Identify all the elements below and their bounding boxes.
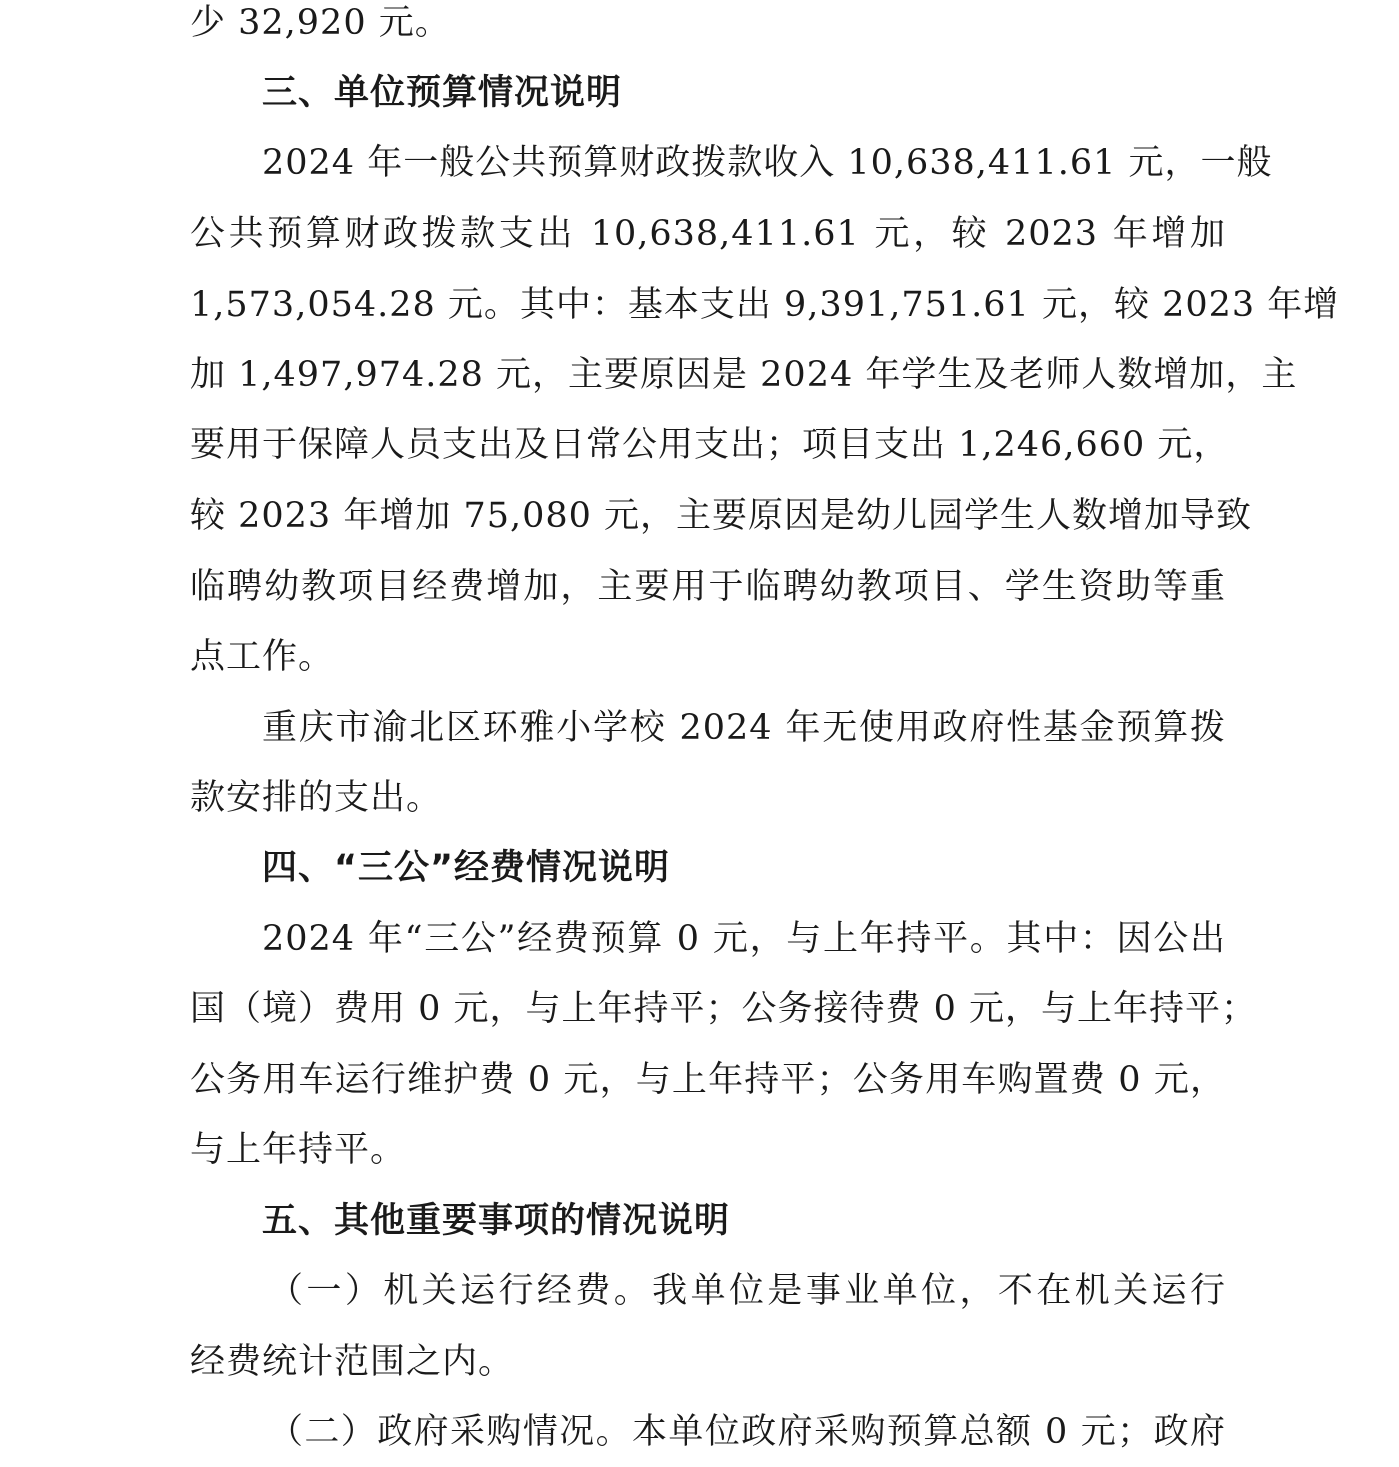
section4-para1-line3: 公务用车运行维护费 0 元，与上年持平；公务用车购置费 0 元， [190, 1060, 1226, 1100]
section3-para1-line2: 公共预算财政拨款支出 10,638,411.61 元，较 2023 年增加 [190, 214, 1226, 254]
section3-para2-line2: 款安排的支出。 [190, 778, 443, 818]
section3-para1-line3: 1,573,054.28 元。其中：基本支出 9,391,751.61 元，较 2023 年增 [190, 285, 1340, 325]
section3-para1-line8: 点工作。 [190, 637, 335, 677]
section4-para1-line4: 与上年持平。 [190, 1130, 407, 1170]
top-fragment-line: 少 32,920 元。 [190, 3, 451, 43]
section4-para1-line2: 国（境）费用 0 元，与上年持平；公务接待费 0 元，与上年持平； [190, 989, 1258, 1029]
section3-para1-line4: 加 1,497,974.28 元，主要原因是 2024 年学生及老师人数增加，主 [190, 355, 1298, 395]
section5-item1-line1: （一）机关运行经费。我单位是事业单位，不在机关运行 [268, 1271, 1226, 1311]
section5-item1-line2: 经费统计范围之内。 [190, 1342, 515, 1382]
section3-para2-line1: 重庆市渝北区环雅小学校 2024 年无使用政府性基金预算拨 [262, 708, 1226, 748]
section4-para1-line1: 2024 年“三公”经费预算 0 元，与上年持平。其中：因公出 [262, 919, 1226, 959]
section3-para1-line6: 较 2023 年增加 75,080 元，主要原因是幼儿园学生人数增加导致 [190, 496, 1253, 536]
section5-item2-line1: （二）政府采购情况。本单位政府采购预算总额 0 元；政府 [268, 1412, 1226, 1452]
section3-para1-line5: 要用于保障人员支出及日常公用支出；项目支出 1,246,660 元， [190, 425, 1230, 465]
section3-para1-line7: 临聘幼教项目经费增加，主要用于临聘幼教项目、学生资助等重 [190, 567, 1226, 607]
section3-heading: 三、单位预算情况说明 [262, 73, 623, 113]
section5-heading: 五、其他重要事项的情况说明 [262, 1201, 731, 1241]
section4-heading: 四、“三公”经费情况说明 [262, 848, 671, 888]
section3-para1-line1: 2024 年一般公共预算财政拨款收入 10,638,411.61 元，一般 [262, 143, 1273, 183]
